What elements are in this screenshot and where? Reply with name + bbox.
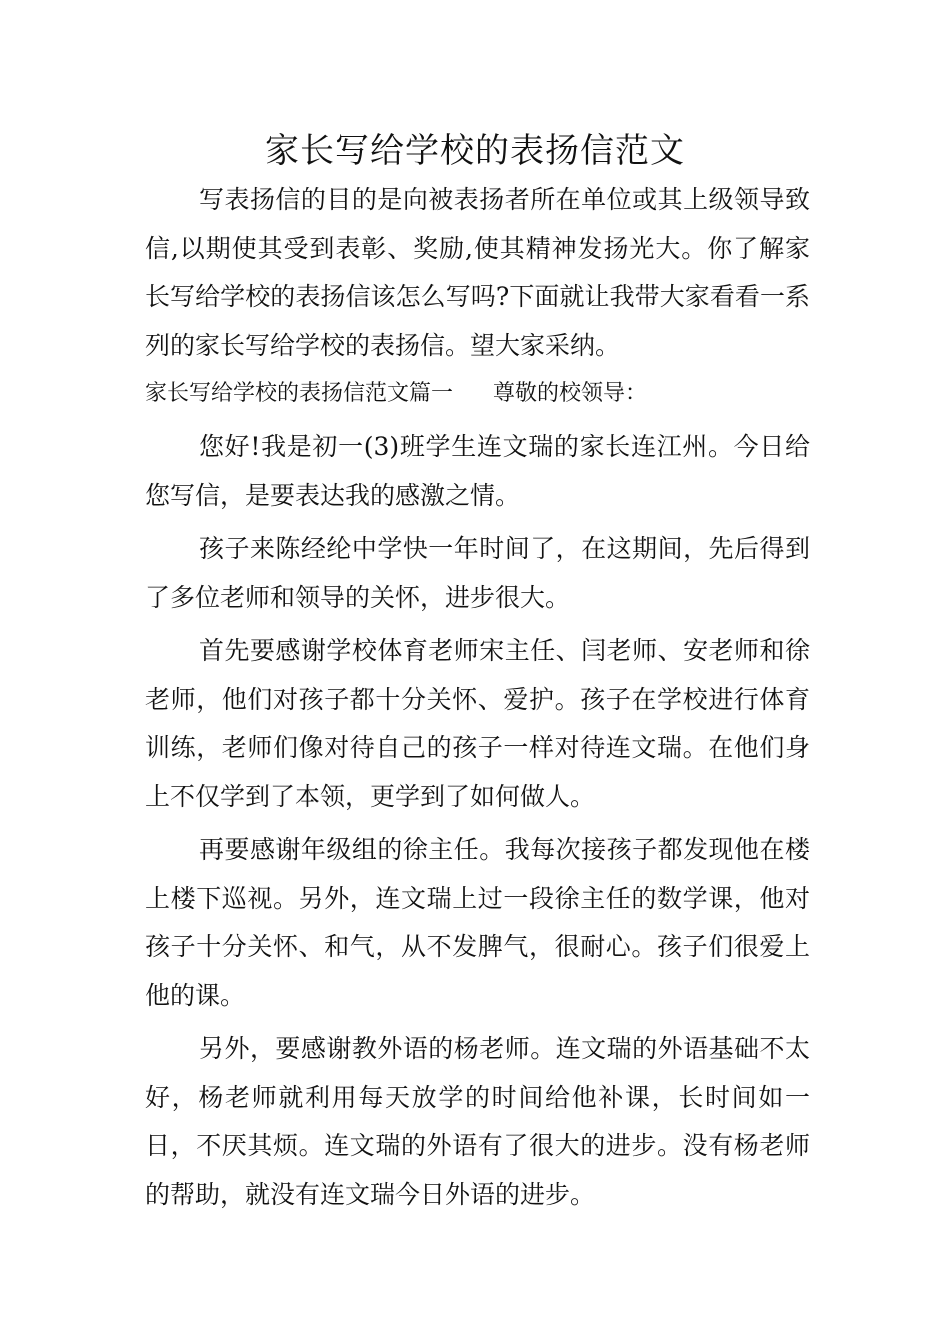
body-paragraph: 再要感谢年级组的徐主任。我每次接孩子都发现他在楼上楼下巡视。另外，连文瑞上过一段徐主任的数学课，他对孩子十分关怀、和气，从不发脾气，很耐心。孩子们很爱上他的课。 — [145, 835, 810, 1010]
body-paragraph: 首先要感谢学校体育老师宋主任、闫老师、安老师和徐老师，他们对孩子都十分关怀、爱护。孩子在学校进行体育训练，老师们像对待自己的孩子一样对待连文瑞。在他们身上不仅学到了本领，更学到了如何做人。 — [145, 636, 810, 811]
document-body — [145, 176, 810, 1219]
salutation: 尊敬的校领导： — [493, 381, 648, 406]
section-heading: 家长写给学校的表扬信范文篇一 — [145, 381, 454, 406]
body-paragraph: 您好!我是初一(3)班学生连文瑞的家长连江州。今日给您写信，是要表达我的感激之情。 — [145, 432, 810, 510]
section-heading-line — [145, 370, 810, 418]
body-paragraph: 孩子来陈经纶中学快一年时间了，在这期间，先后得到了多位老师和领导的关怀，进步很大。 — [145, 534, 810, 612]
document-title: 家长写给学校的表扬信范文 — [265, 131, 685, 171]
body-paragraph: 另外，要感谢教外语的杨老师。连文瑞的外语基础不太好，杨老师就利用每天放学的时间给他补课，长时间如一日，不厌其烦。连文瑞的外语有了很大的进步。没有杨老师的帮助，就没有连文瑞今日外语的进步。 — [145, 1034, 810, 1209]
intro-paragraph: 写表扬信的目的是向被表扬者所在单位或其上级领导致信,以期使其受到表彰、奖励,使其精神发扬光大。你了解家长写给学校的表扬信该怎么写吗?下面就让我带大家看看一系列的家长写给学校的表扬信。望大家采纳。 — [145, 185, 810, 360]
